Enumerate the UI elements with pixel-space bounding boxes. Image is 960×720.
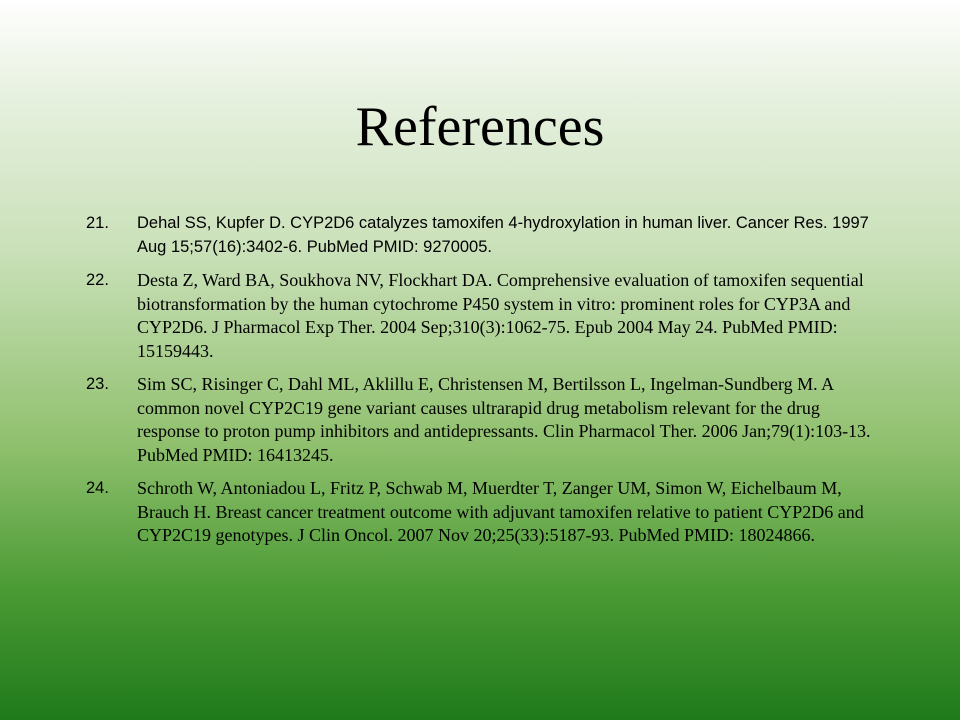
reference-number: 24. bbox=[86, 479, 109, 497]
reference-number: 23. bbox=[86, 375, 109, 393]
reference-number: 21. bbox=[86, 214, 109, 232]
reference-text: Sim SC, Risinger C, Dahl ML, Aklillu E, Christensen M, Bertilsson L, Ingelman-Sundberg M. A common novel CYP2C19 gene variant causes ultrarapid drug metabolism relevant for the drug response to proton pump inhibitors and antidepressants. Clin Pharmacol Ther. 2006 Jan;79(1):103-13. PubMed PMID: 16413245. bbox=[137, 374, 871, 465]
slide-title: References bbox=[355, 96, 605, 158]
reference-number: 22. bbox=[86, 271, 109, 289]
reference-text: Schroth W, Antoniadou L, Fritz P, Schwab M, Muerdter T, Zanger UM, Simon W, Eichelbaum M, Brauch H. Breast cancer treatment outcome with adjuvant tamoxifen relative to patient CYP2D6 and CYP2C19 genotypes. J Clin Oncol. 2007 Nov 20;25(33):5187-93. PubMed PMID: 18024866. bbox=[137, 478, 864, 545]
reference-list bbox=[86, 212, 886, 558]
reference-item bbox=[86, 477, 886, 548]
reference-text: Dehal SS, Kupfer D. CYP2D6 catalyzes tamoxifen 4-hydroxylation in human liver. Cancer Res. 1997 Aug 15;57(16):3402-6. PubMed PMID: 9270005. bbox=[137, 214, 869, 256]
reference-item bbox=[86, 269, 886, 363]
reference-text: Desta Z, Ward BA, Soukhova NV, Flockhart DA. Comprehensive evaluation of tamoxifen sequential biotransformation by the human cytochrome P450 system in vitro: prominent roles for CYP3A and CYP2D6. J Pharmacol Exp Ther. 2004 Sep;310(3):1062-75. Epub 2004 May 24. PubMed PMID: 15159443. bbox=[137, 270, 864, 361]
reference-item bbox=[86, 212, 886, 259]
reference-item bbox=[86, 373, 886, 467]
